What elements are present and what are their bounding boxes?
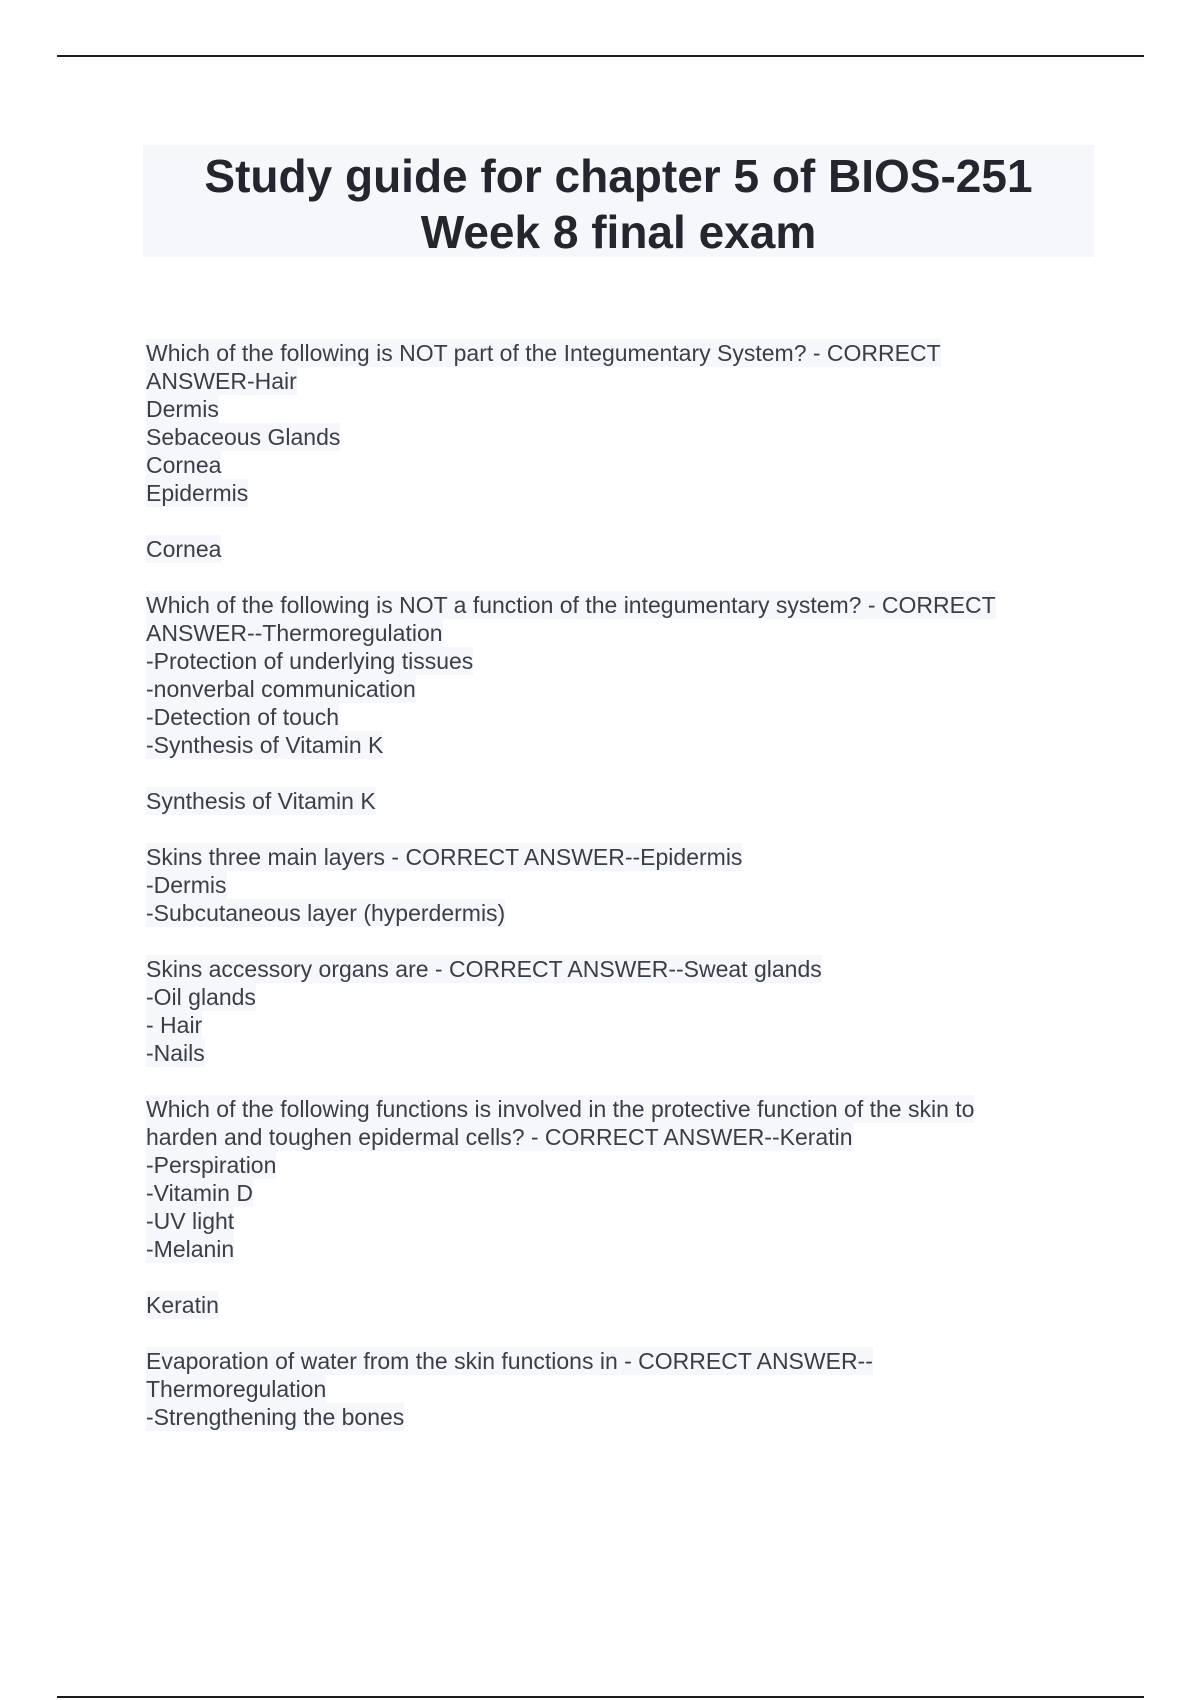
question-block (146, 843, 1086, 927)
text-line: ANSWER--Thermoregulation (146, 620, 443, 646)
line-wrapper (146, 1123, 1086, 1151)
line-wrapper (146, 787, 1086, 815)
line-wrapper (146, 1179, 1086, 1207)
line-wrapper (146, 1347, 1086, 1375)
text-line: -Protection of underlying tissues (146, 648, 474, 674)
question-block (146, 1347, 1086, 1431)
answer-block (146, 535, 1086, 563)
text-line: -Vitamin D (146, 1180, 253, 1206)
bottom-divider (57, 1696, 1144, 1698)
question-text: Which of the following is NOT part of the Integumentary System? - CORRECT (146, 340, 941, 366)
text-line: -Nails (146, 1040, 205, 1066)
line-wrapper (146, 619, 1086, 647)
text-line: -UV light (146, 1208, 235, 1234)
question-block (146, 339, 1086, 507)
line-wrapper (146, 339, 1086, 367)
line-wrapper (146, 423, 1086, 451)
text-line: Epidermis (146, 480, 249, 506)
line-wrapper (146, 395, 1086, 423)
question-text: Which of the following functions is involved in the protective function of the skin to (146, 1096, 975, 1122)
question-text: Skins accessory organs are - CORRECT ANSWER--Sweat glands (146, 956, 822, 982)
question-text: Which of the following is NOT a function of the integumentary system? - CORRECT (146, 592, 996, 618)
line-wrapper (146, 731, 1086, 759)
text-line: -Strengthening the bones (146, 1404, 405, 1430)
line-wrapper (146, 1011, 1086, 1039)
line-wrapper (146, 955, 1086, 983)
text-line: -Melanin (146, 1236, 235, 1262)
line-wrapper (146, 1095, 1086, 1123)
line-wrapper (146, 1375, 1086, 1403)
text-line: -Synthesis of Vitamin K (146, 732, 384, 758)
line-wrapper (146, 843, 1086, 871)
line-wrapper (146, 591, 1086, 619)
top-divider (57, 55, 1144, 57)
text-line: -Dermis (146, 872, 227, 898)
text-line: -nonverbal communication (146, 676, 416, 702)
line-wrapper (146, 1291, 1086, 1319)
line-wrapper (146, 1403, 1086, 1431)
title-line: Study guide for chapter 5 of BIOS-251 (204, 150, 1033, 202)
text-line: Thermoregulation (146, 1376, 327, 1402)
text-line: -Oil glands (146, 984, 256, 1010)
line-wrapper (146, 899, 1086, 927)
line-wrapper (146, 703, 1086, 731)
answer-block (146, 787, 1086, 815)
text-line: -Perspiration (146, 1152, 277, 1178)
text-line: Cornea (146, 536, 222, 562)
line-wrapper (146, 675, 1086, 703)
question-text: Skins three main layers - CORRECT ANSWER--Epidermis (146, 844, 743, 870)
title-line: Week 8 final exam (420, 206, 817, 258)
line-wrapper (146, 1207, 1086, 1235)
title-banner (143, 145, 1094, 257)
text-line: Dermis (146, 396, 219, 422)
page-title (143, 145, 1094, 260)
text-line: -Subcutaneous layer (hyperdermis) (146, 900, 506, 926)
text-line: Keratin (146, 1292, 219, 1318)
question-text: Evaporation of water from the skin functions in - CORRECT ANSWER-- (146, 1348, 873, 1374)
question-block (146, 1095, 1086, 1263)
line-wrapper (146, 1151, 1086, 1179)
text-line: Cornea (146, 452, 222, 478)
line-wrapper (146, 1039, 1086, 1067)
text-line: Synthesis of Vitamin K (146, 788, 376, 814)
text-line: ANSWER-Hair (146, 368, 297, 394)
line-wrapper (146, 451, 1086, 479)
text-line: - Hair (146, 1012, 203, 1038)
answer-block (146, 1291, 1086, 1319)
line-wrapper (146, 367, 1086, 395)
line-wrapper (146, 871, 1086, 899)
line-wrapper (146, 479, 1086, 507)
text-line: Sebaceous Glands (146, 424, 341, 450)
line-wrapper (146, 983, 1086, 1011)
line-wrapper (146, 1235, 1086, 1263)
line-wrapper (146, 535, 1086, 563)
text-line: harden and toughen epidermal cells? - CORRECT ANSWER--Keratin (146, 1124, 853, 1150)
line-wrapper (146, 647, 1086, 675)
study-guide-content (146, 339, 1086, 1459)
question-block (146, 955, 1086, 1067)
text-line: -Detection of touch (146, 704, 340, 730)
question-block (146, 591, 1086, 759)
